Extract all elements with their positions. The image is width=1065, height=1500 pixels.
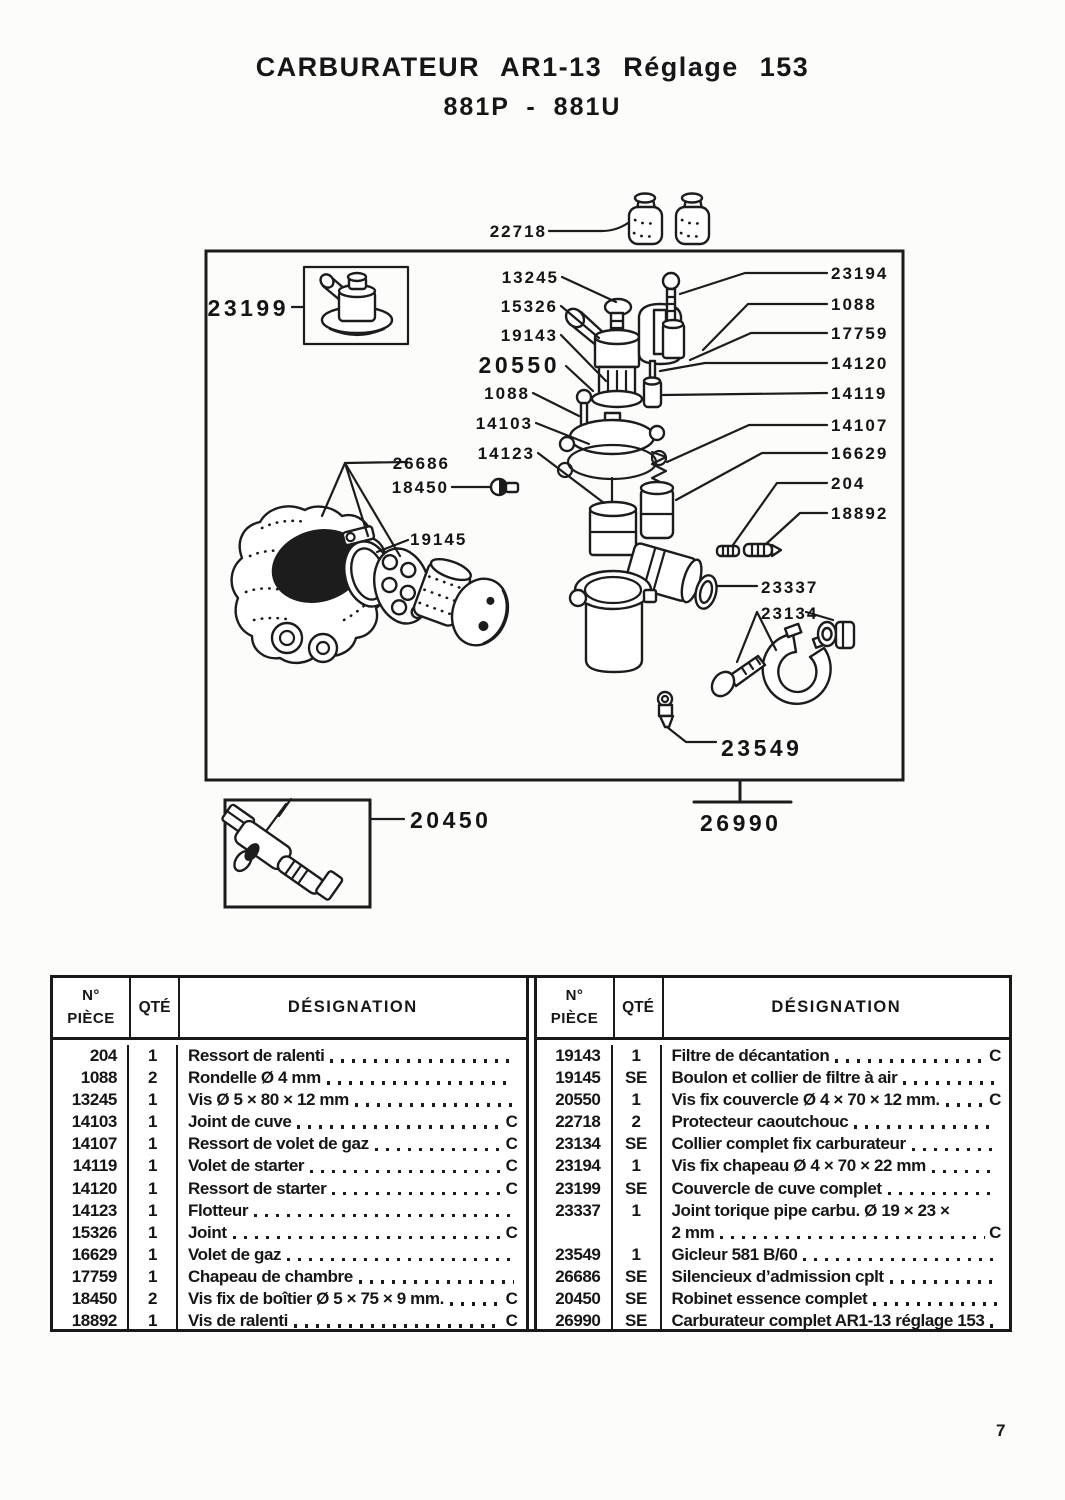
part-label-23199: 23199 — [207, 295, 289, 321]
dot-leader — [327, 1081, 514, 1084]
part-number: 1088 — [53, 1067, 129, 1089]
table-row — [537, 1288, 1010, 1310]
part-number: 14119 — [53, 1155, 129, 1177]
qty: 1 — [129, 1200, 178, 1222]
dot-leader — [355, 1103, 514, 1106]
designation: Vis fix de boîtier Ø 5 × 75 × 9 mm. — [188, 1289, 444, 1309]
designation: Flotteur — [188, 1200, 249, 1220]
part-label-20450: 20450 — [410, 807, 492, 833]
table-header — [53, 978, 526, 1040]
part-label-26990: 26990 — [700, 810, 782, 836]
part-number: 14107 — [53, 1133, 129, 1155]
table-row: 15326 1 Joint C — [53, 1222, 526, 1244]
table-row: 14103 1 Joint de cuve C — [53, 1111, 526, 1133]
part-number: 23337 — [537, 1200, 613, 1244]
dot-leader — [310, 1170, 502, 1173]
part-number: 18450 — [53, 1288, 129, 1310]
dot-leader — [990, 1324, 997, 1327]
part-number: 16629 — [53, 1244, 129, 1266]
designation: Joint torique pipe carbu. Ø 19 × 23 × — [671, 1200, 950, 1220]
dot-leader — [720, 1236, 985, 1239]
part-label-23549: 23549 — [721, 735, 803, 761]
qty: 1 — [613, 1089, 662, 1111]
qty: SE — [613, 1178, 662, 1200]
table-row: 20550 1 Vis fix couvercle Ø 4 × 70 × 12 mm. C — [537, 1089, 1010, 1111]
part-number: 17759 — [53, 1266, 129, 1288]
part-label-13245: 13245 — [501, 268, 559, 287]
table-row: 18450 2 Vis fix de boîtier Ø 5 × 75 × 9 mm. C — [53, 1288, 526, 1310]
designation: Vis fix couvercle Ø 4 × 70 × 12 mm. — [671, 1090, 940, 1110]
qty: 2 — [613, 1111, 662, 1133]
part-label-1088-left: 1088 — [484, 384, 530, 403]
qty: 1 — [129, 1266, 178, 1288]
table-row — [53, 1244, 526, 1266]
dot-leader — [297, 1125, 501, 1128]
table-row: 14107 1 Ressort de volet de gaz C — [53, 1133, 526, 1155]
parts-table — [50, 975, 1012, 1332]
table-header — [537, 978, 1010, 1040]
column-header-designation: DÉSIGNATION — [771, 998, 902, 1016]
dot-leader — [332, 1192, 501, 1195]
dot-leader — [294, 1324, 502, 1327]
part-number: 20450 — [537, 1288, 613, 1310]
designation: Vis de ralenti — [188, 1311, 288, 1331]
dot-leader — [903, 1081, 997, 1084]
dot-leader — [946, 1103, 985, 1106]
part-label-15326: 15326 — [500, 297, 558, 316]
parts-table-left — [53, 978, 529, 1329]
dot-leader — [835, 1059, 985, 1062]
cover-assembly-drawing — [318, 272, 392, 335]
part-number: 20550 — [537, 1089, 613, 1111]
qty: 1 — [129, 1244, 178, 1266]
dot-leader — [932, 1170, 997, 1173]
part-number: 15326 — [53, 1222, 129, 1244]
designation-line-2: 2 mm — [671, 1222, 715, 1242]
table-row — [537, 1067, 1010, 1089]
dot-leader — [803, 1258, 997, 1261]
table-row — [53, 1067, 526, 1089]
table-row — [537, 1266, 1010, 1288]
table-row: 14120 1 Ressort de starter C — [53, 1178, 526, 1200]
dot-leader — [888, 1192, 997, 1195]
part-label-19145: 19145 — [410, 530, 468, 549]
column-header-piece: N° PIÈCE — [53, 978, 131, 1037]
designation: Volet de starter — [188, 1156, 305, 1176]
qty: 1 — [129, 1310, 178, 1332]
exploded-diagram — [0, 185, 1065, 945]
part-label-18892: 18892 — [831, 504, 889, 523]
dot-leader — [450, 1302, 502, 1305]
designation: Volet de gaz — [188, 1244, 282, 1264]
designation: Silencieux d’admission cplt — [671, 1266, 884, 1286]
dot-leader — [330, 1059, 513, 1062]
part-number: 23134 — [537, 1133, 613, 1155]
qty: 2 — [129, 1067, 178, 1089]
part-number: 19143 — [537, 1045, 613, 1067]
part-number: 19145 — [537, 1067, 613, 1089]
page-title — [0, 54, 1065, 120]
table-row: 23337 1 Joint torique pipe carbu. Ø 19 × 23 × 2 mm C — [537, 1200, 1010, 1244]
fuel-tap-drawing — [221, 799, 343, 901]
table-row: 14119 1 Volet de starter C — [53, 1155, 526, 1177]
table-row — [537, 1155, 1010, 1177]
qty: 1 — [129, 1133, 178, 1155]
designation: Vis Ø 5 × 80 × 12 mm — [188, 1090, 349, 1110]
part-label-1088-right: 1088 — [831, 295, 877, 314]
designation: Ressort de starter — [188, 1178, 327, 1198]
designation: Carburateur complet AR1-13 réglage 153 — [671, 1311, 985, 1331]
designation: Vis fix chapeau Ø 4 × 70 × 22 mm — [671, 1156, 926, 1176]
part-number: 18892 — [53, 1310, 129, 1332]
part-number: 204 — [53, 1045, 129, 1067]
part-label-14119: 14119 — [831, 384, 888, 403]
part-label-14107: 14107 — [831, 416, 889, 435]
part-number: 23199 — [537, 1178, 613, 1200]
part-label-16629: 16629 — [831, 444, 889, 463]
table-row — [53, 1089, 526, 1111]
part-label-23337: 23337 — [761, 578, 819, 597]
qty: 1 — [613, 1200, 662, 1244]
designation: Ressort de ralenti — [188, 1046, 325, 1065]
part-label-17759: 17759 — [831, 324, 889, 343]
page-number: 7 — [996, 1421, 1006, 1440]
table-row — [537, 1111, 1010, 1133]
part-label-23134: 23134 — [761, 604, 819, 623]
qty: 1 — [129, 1155, 178, 1177]
qty: 1 — [129, 1178, 178, 1200]
dot-leader — [287, 1258, 513, 1261]
part-label-19143: 19143 — [500, 326, 558, 345]
column-header-designation: DÉSIGNATION — [287, 998, 418, 1016]
column-header-qty: QTÉ — [131, 978, 180, 1037]
designation: Boulon et collier de filtre à air — [671, 1068, 898, 1088]
part-number: 14103 — [53, 1111, 129, 1133]
qty: SE — [613, 1310, 662, 1332]
table-row — [537, 1133, 1010, 1155]
table-row — [53, 1200, 526, 1222]
designation: Gicleur 581 B/60 — [671, 1244, 798, 1264]
part-label-20550: 20550 — [478, 352, 560, 378]
qty: SE — [613, 1067, 662, 1089]
parts-table-right — [534, 978, 1010, 1329]
table-row: 18892 1 Vis de ralenti C — [53, 1310, 526, 1332]
part-number: 14123 — [53, 1200, 129, 1222]
table-row: 19143 1 Filtre de décantation C — [537, 1045, 1010, 1067]
qty: SE — [613, 1133, 662, 1155]
part-number: 22718 — [537, 1111, 613, 1133]
table-row — [53, 1045, 526, 1067]
designation: Robinet essence complet — [671, 1289, 868, 1309]
qty: 1 — [129, 1111, 178, 1133]
qty: 1 — [613, 1045, 662, 1067]
part-label-23194: 23194 — [831, 264, 889, 283]
designation: Protecteur caoutchouc — [671, 1112, 849, 1132]
carburetor-parts-drawing — [558, 273, 854, 727]
dot-leader — [233, 1236, 502, 1239]
part-number: 23194 — [537, 1155, 613, 1177]
part-number: 14120 — [53, 1178, 129, 1200]
rubber-protectors-drawing — [629, 194, 709, 245]
column-header-qty: QTÉ — [615, 978, 664, 1037]
qty: 1 — [613, 1244, 662, 1266]
dot-leader — [854, 1125, 997, 1128]
table-row — [537, 1178, 1010, 1200]
dot-leader — [359, 1280, 514, 1283]
designation: Filtre de décantation — [671, 1046, 830, 1065]
part-label-18450: 18450 — [391, 478, 449, 497]
dot-leader — [912, 1148, 997, 1151]
part-number: 23549 — [537, 1244, 613, 1266]
dot-leader — [873, 1302, 997, 1305]
designation: Rondelle Ø 4 mm — [188, 1068, 321, 1088]
qty: 1 — [613, 1155, 662, 1177]
part-number: 26990 — [537, 1310, 613, 1332]
dot-leader — [890, 1280, 997, 1283]
table-row — [537, 1310, 1010, 1332]
part-label-14123: 14123 — [477, 444, 535, 463]
qty: SE — [613, 1288, 662, 1310]
designation: Joint — [188, 1222, 227, 1242]
qty: 1 — [129, 1045, 178, 1067]
qty: SE — [613, 1266, 662, 1288]
title-line-1: CARBURATEUR AR1-13 Réglage 153 — [255, 52, 810, 82]
designation: Couvercle de cuve complet — [671, 1178, 882, 1198]
column-header-piece: N° PIÈCE — [537, 978, 615, 1037]
table-row — [53, 1266, 526, 1288]
qty: 1 — [129, 1222, 178, 1244]
part-label-22718: 22718 — [489, 222, 547, 241]
dot-leader — [375, 1148, 502, 1151]
part-label-204: 204 — [831, 474, 866, 493]
qty: 1 — [129, 1089, 178, 1111]
designation: Ressort de volet de gaz — [188, 1134, 369, 1154]
part-label-26686: 26686 — [392, 454, 450, 473]
air-filter-assembly-drawing — [232, 479, 518, 663]
table-body — [53, 1040, 526, 1332]
part-number: 13245 — [53, 1089, 129, 1111]
title-line-2: 881P - 881U — [443, 93, 622, 121]
designation: Chapeau de chambre — [188, 1266, 353, 1286]
designation: Collier complet fix carburateur — [671, 1134, 906, 1154]
designation: Joint de cuve — [188, 1112, 292, 1132]
part-label-14103: 14103 — [475, 414, 533, 433]
table-body — [537, 1040, 1010, 1332]
table-row — [537, 1244, 1010, 1266]
qty: 2 — [129, 1288, 178, 1310]
part-number: 26686 — [537, 1266, 613, 1288]
dot-leader — [254, 1214, 513, 1217]
part-label-14120: 14120 — [831, 354, 889, 373]
